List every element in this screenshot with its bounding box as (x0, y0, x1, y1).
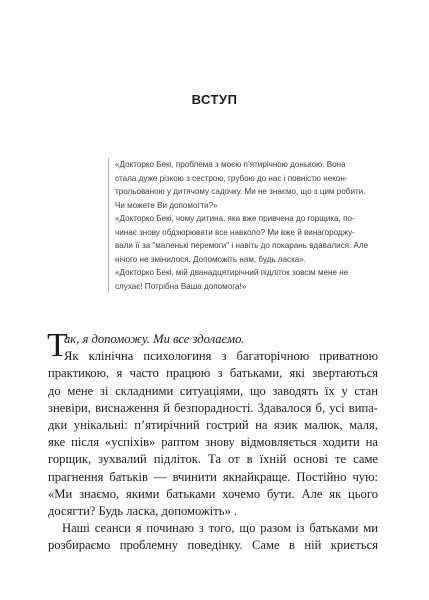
epigraph-line: «Докторко Бекі, мій дванадцятирічний підліток зовсім мене не (115, 268, 349, 277)
epigraph-line: нічого не змінилося. Допоможіть нам, будь ласка». (115, 254, 307, 264)
body-line: досягти? Будь ласка, допоможіть» . (48, 504, 238, 519)
epigraph-line: слухає! Потрібна Ваша допомога!» (115, 281, 247, 291)
body-line: прагнення батьків — вчинити якнайкраще. Постійно чую: (48, 469, 378, 484)
body-line: яке після «успіхів» раптом знову відмовляється ходити на (48, 435, 378, 450)
body-line: горщик, зухвалий підліток. Та от в їхній основі те саме (48, 452, 378, 467)
epigraph-line: чинає знову обдзюрювати все навколо? Ми вже й винагороджу- (115, 227, 355, 237)
body-line: практикою, я часто працюю з батьками, які звертаються (48, 366, 378, 381)
drop-cap: Т (47, 327, 68, 364)
epigraph-line: вали її за "маленькі перемоги" і навіть до покарань вдавалися. Але (115, 241, 369, 250)
body-line: Наші сеанси я починаю з того, що разом із батьками ми (62, 521, 378, 536)
epigraph-line: «Докторко Бекі, проблема з моєю п’ятирічною донькою. Вона (115, 160, 346, 169)
body-line: Як клінічна психологиня з багаторічною приватною (64, 349, 378, 364)
epigraph-line: «Докторко Бекі, чому дитина, яка вже привчена до горщика, по- (115, 214, 355, 223)
body-line: розбираємо проблемну поведінку. Саме в ній криється (48, 538, 378, 553)
epigraph-line: трольованою у дитячому садочку. Ми не знаємо, що з цим робити. (115, 187, 366, 196)
body-line: зневіри, виснаження й безпорадності. Здавалося б, усі випа- (48, 400, 378, 415)
body-line: дки унікальні: п’ятирічний гострий на язик малюк, маля, (48, 418, 378, 433)
body-line: «Ми знаємо, якими батьками хочемо бути. Але як цього (48, 486, 378, 501)
body-line: до мене зі складними ситуаціями, що заводять їх у стан (48, 383, 378, 398)
main-text (47, 327, 378, 555)
epigraph-line: стала дуже різкою з сестрою, грубою до нас і повністю некон- (115, 173, 348, 183)
chapter-title: ВСТУП (191, 92, 238, 107)
epigraph-quotes (108, 158, 385, 293)
lead-sentence: ак, я допоможу. Ми все здолаємо. (64, 332, 245, 346)
epigraph-line: Чи можете Ви допомогти?» (115, 200, 218, 210)
